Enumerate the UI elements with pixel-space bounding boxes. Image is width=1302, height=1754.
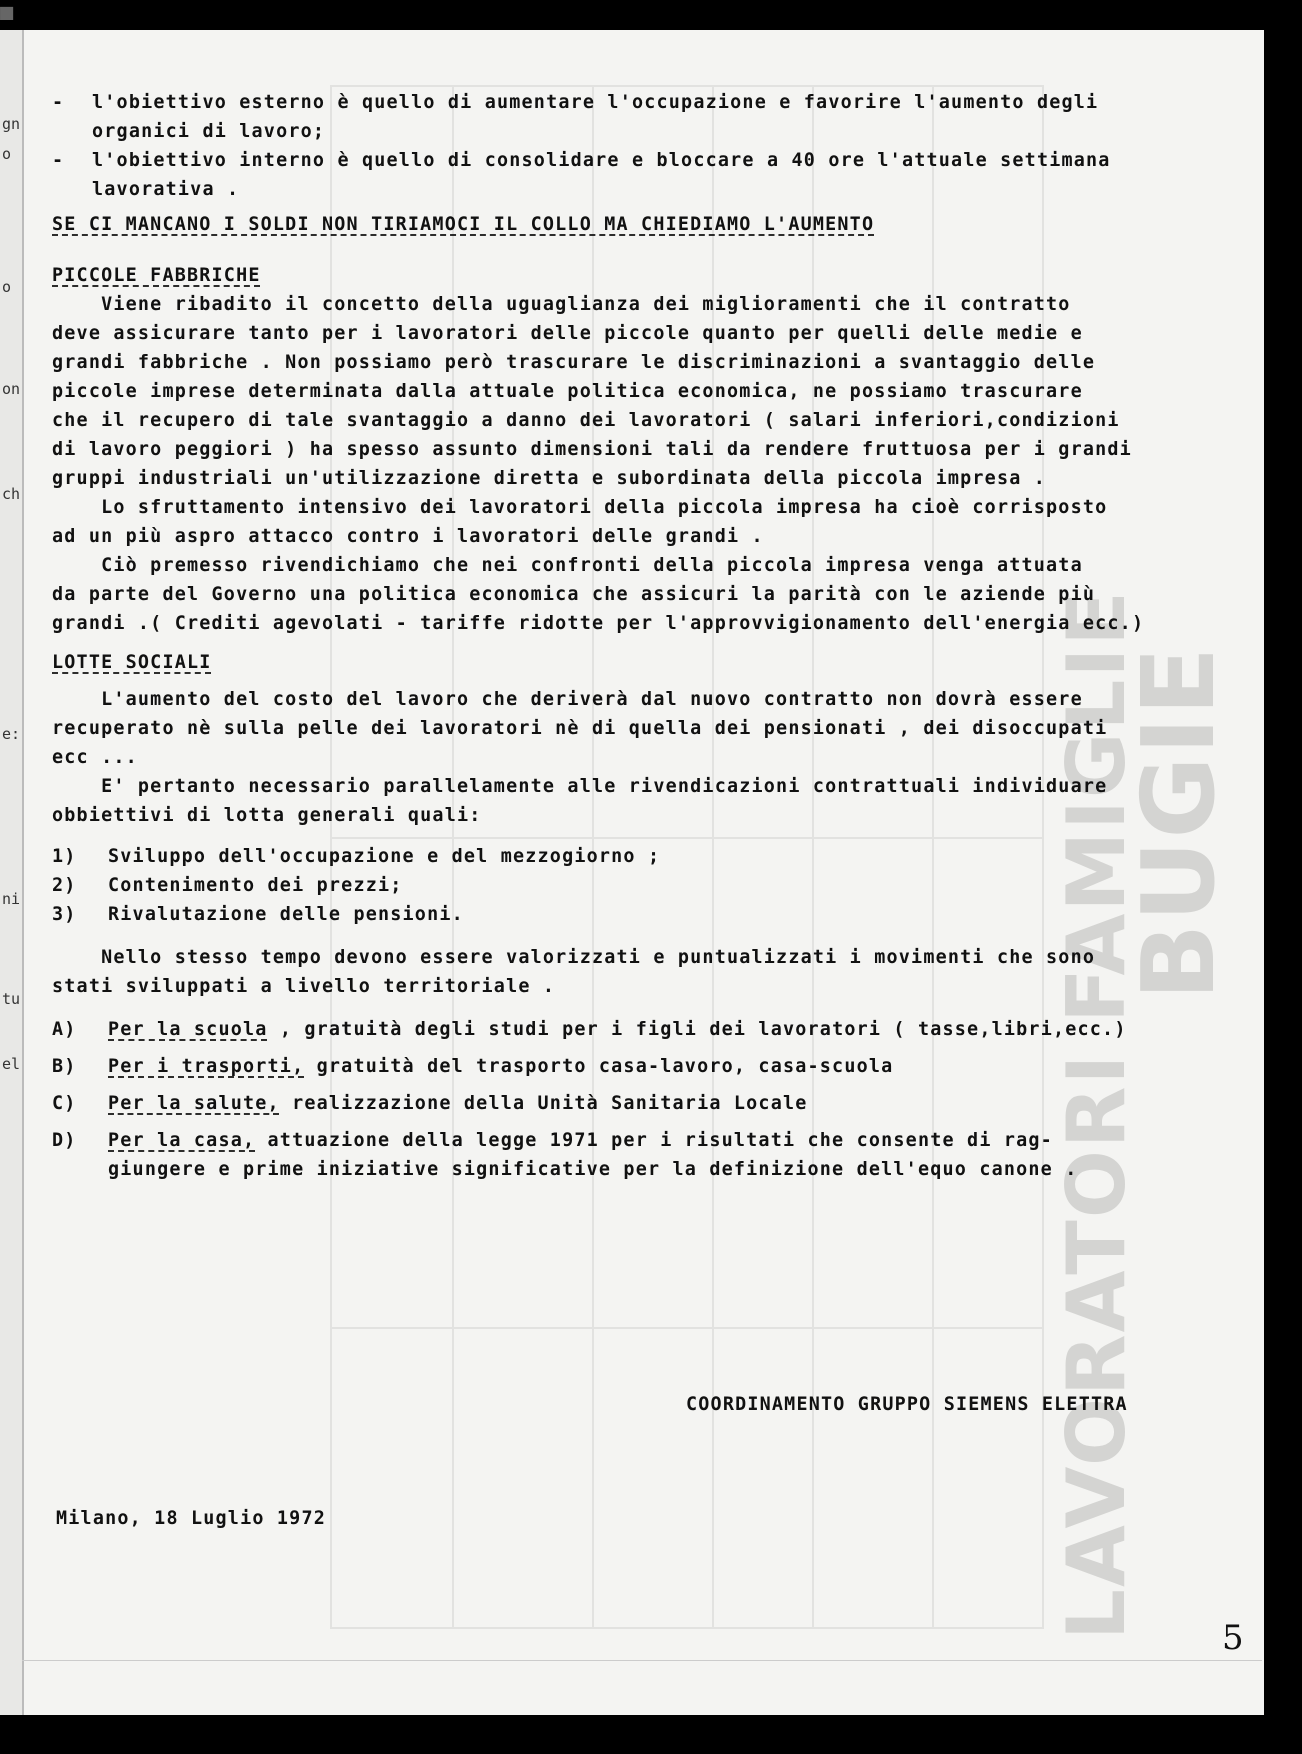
paragraph-line: grandi .( Crediti agevolati - tariffe ridotte per l'approvvigionamento dell'energia ecc.) [52,613,1145,634]
paragraph-line: obbiettivi di lotta generali quali: [52,805,482,826]
paragraph-line: ecc ... [52,747,138,768]
paragraph-line: che il recupero di tale svantaggio a danno dei lavoratori ( salari inferiori,condizioni [52,410,1120,431]
lettered-item-d: D) Per la casa, attuazione della legge 1971 per i risultati che consente di rag- [52,1130,1053,1151]
paragraph-line: Lo sfruttamento intensivo dei lavoratori della piccola impresa ha cioè corrisposto [52,497,1108,518]
lettered-item-c: C) Per la salute, realizzazione della Unità Sanitaria Locale [52,1093,808,1114]
bullet-1-line-2: organici di lavoro; [92,121,326,142]
numbered-item-2: 2) Contenimento dei prezzi; [52,875,403,896]
scan-corner-mark: ■ [0,0,14,25]
lettered-item-b: B) Per i trasporti, gratuità del trasporto casa-lavoro, casa-scuola [52,1056,894,1077]
paragraph-line: gruppi industriali un'utilizzazione diretta e subordinata della piccola impresa . [52,468,1047,489]
lettered-item-a: A) Per la scuola , gratuità degli studi per i figli dei lavoratori ( tasse,libri,ecc.) [52,1019,1127,1040]
page-number: 5 [1222,1618,1244,1658]
bleed-through-banner-2: BUGIE [1120,644,1237,1000]
document-body [52,88,1232,1184]
paragraph-line: stati sviluppati a livello territoriale . [52,976,556,997]
paragraph-line: Ciò premesso rivendichiamo che nei confronti della piccola impresa venga attuata [52,555,1083,576]
paragraph-line: da parte del Governo una politica economica che assicuri la parità con le aziende più [52,584,1096,605]
section-title-lotte-sociali: LOTTE SOCIALI [52,652,212,673]
lettered-item-d-continued: giungere e prime iniziative significative per la definizione dell'equo canone . [108,1159,1078,1180]
bullet-2-line-1: - l'obiettivo interno è quello di consolidare e bloccare a 40 ore l'attuale settimana [52,150,1111,171]
bottom-rule [22,1660,1262,1661]
headline: SE CI MANCANO I SOLDI NON TIRIAMOCI IL COLLO MA CHIEDIAMO L'AUMENTO [52,214,875,235]
adjacent-page-edge: gn o o on ch e: ni tu el [0,30,24,1715]
paragraph-line: recuperato nè sulla pelle dei lavoratori nè di quella dei pensionati , dei disoccupati [52,718,1108,739]
paragraph-line: E' pertanto necessario parallelamente alle rivendicazioni contrattuali individuare [52,776,1108,797]
signature: COORDINAMENTO GRUPPO SIEMENS ELETTRA [686,1394,1128,1415]
paragraph-line: deve assicurare tanto per i lavoratori delle piccole quanto per quelli delle medie e [52,323,1083,344]
section-title-piccole-fabbriche: PICCOLE FABBRICHE [52,265,261,286]
bullet-1-line-1: - l'obiettivo esterno è quello di aumentare l'occupazione e favorire l'aumento degli [52,92,1099,113]
paragraph-line: Viene ribadito il concetto della uguaglianza dei miglioramenti che il contratto [52,294,1071,315]
bleed-through-banner: LAVORATORI FAMIGLIE [1050,589,1143,1640]
paragraph-line: L'aumento del costo del lavoro che deriverà dal nuovo contratto non dovrà essere [52,689,1083,710]
numbered-item-1: 1) Sviluppo dell'occupazione e del mezzogiorno ; [52,846,661,867]
paragraph-line: grandi fabbriche . Non possiamo però trascurare le discriminazioni a svantaggio delle [52,352,1096,373]
paragraph-line: di lavoro peggiori ) ha spesso assunto dimensioni tali da rendere fruttuosa per i grandi [52,439,1132,460]
place-date: Milano, 18 Luglio 1972 [56,1508,326,1529]
bullet-2-line-2: lavorativa . [92,179,240,200]
numbered-item-3: 3) Rivalutazione delle pensioni. [52,904,464,925]
paragraph-line: ad un più aspro attacco contro i lavoratori delle grandi . [52,526,764,547]
paragraph-line: piccole imprese determinata dalla attuale politica economica, ne possiamo trascurare [52,381,1083,402]
paragraph-line: Nello stesso tempo devono essere valorizzati e puntualizzati i movimenti che sono [52,947,1096,968]
